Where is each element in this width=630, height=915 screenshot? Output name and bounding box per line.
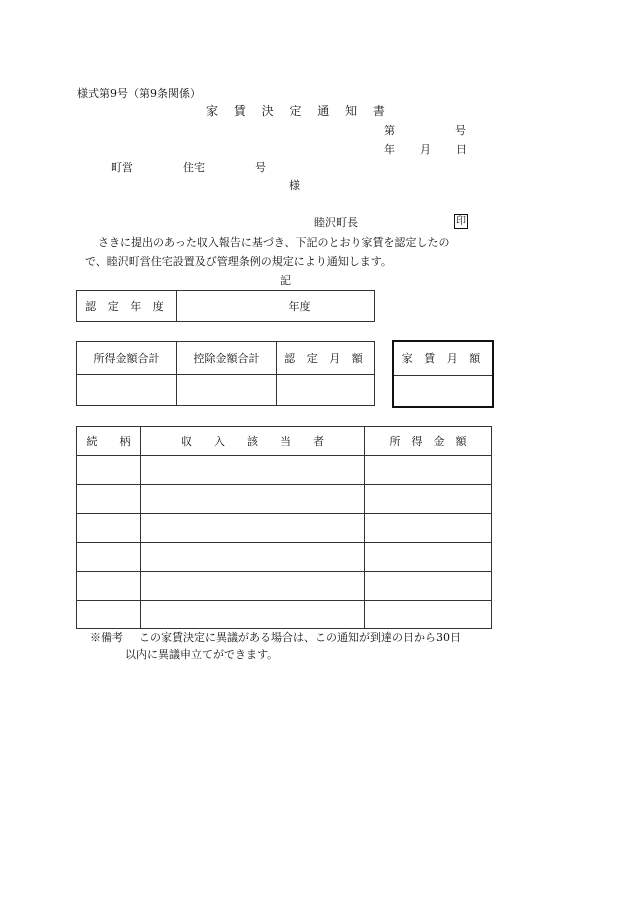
cell-monthly-amount <box>277 375 375 406</box>
header-relationship: 続 柄 <box>77 427 141 456</box>
income-table <box>76 426 492 629</box>
date-day: 日 <box>456 143 467 156</box>
body-text-line1: さきに提出のあった収入報告に基づき、下記のとおり家賃を認定したの <box>98 236 450 249</box>
number-suffix: 号 <box>455 124 466 137</box>
table-row <box>77 572 492 601</box>
header-monthly-amount: 認 定 月 額 <box>277 342 375 375</box>
rent-box-divider <box>394 375 492 376</box>
header-income-person: 収 入 該 当 者 <box>141 427 365 456</box>
rent-monthly-box <box>392 340 494 408</box>
table-row <box>77 543 492 572</box>
nintei-year-value-cell <box>177 291 375 322</box>
document-title: 家 賃 決 定 通 知 書 <box>206 104 391 118</box>
note-line2: 以内に異議申立てができます。 <box>125 648 279 661</box>
form-id: 様式第9号（第9条関係） <box>77 87 201 100</box>
nintei-year-table <box>76 290 375 322</box>
seal-mark: 印 <box>456 216 466 227</box>
body-text-line2: で、睦沢町営住宅設置及び管理条例の規定により通知します。 <box>85 255 392 268</box>
header-income-total: 所得金額合計 <box>77 342 177 375</box>
issuer-name: 睦沢町長 <box>314 216 358 229</box>
address-housing: 住宅 <box>183 161 205 174</box>
rent-monthly-header: 家 賃 月 額 <box>401 352 485 365</box>
table-row <box>77 514 492 543</box>
table-row <box>77 485 492 514</box>
table-row <box>77 456 492 485</box>
date-year: 年 <box>384 143 395 156</box>
address-number: 号 <box>255 161 266 174</box>
cell-deduction-total <box>177 375 277 406</box>
note-line1: この家賃決定に異議がある場合は、この通知が到達の日から30日 <box>139 631 461 644</box>
nintei-year-suffix: 年度 <box>288 300 311 313</box>
nintei-year-label: 認 定 年 度 <box>77 291 177 322</box>
addressee-suffix: 様 <box>289 179 300 192</box>
table-row <box>77 601 492 629</box>
date-month: 月 <box>420 143 431 156</box>
cell-income-total <box>77 375 177 406</box>
amount-table <box>76 341 375 406</box>
note-label: ※備考 <box>90 631 123 644</box>
number-prefix: 第 <box>384 124 395 137</box>
ki-heading: 記 <box>280 274 291 287</box>
header-deduction-total: 控除金額合計 <box>177 342 277 375</box>
address-town: 町営 <box>111 161 133 174</box>
header-income-amount: 所 得 金 額 <box>365 427 492 456</box>
